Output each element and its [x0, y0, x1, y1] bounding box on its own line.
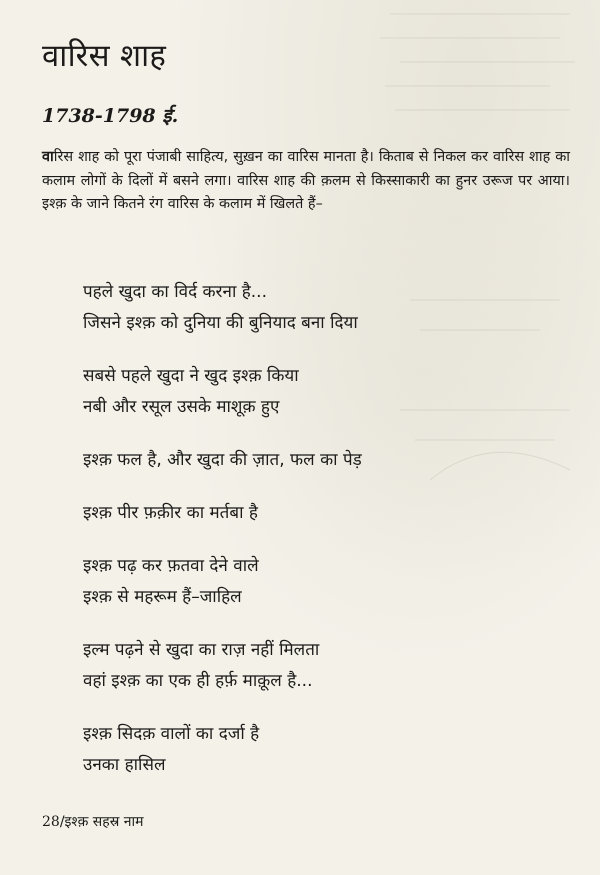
stanza — [83, 277, 563, 339]
verse-line: सबसे पहले खुदा ने खुद इश्क़ किया — [83, 366, 299, 386]
stanza — [83, 498, 563, 529]
verse-line: इश्क़ सिदक़ वालों का दर्जा है — [83, 724, 260, 744]
verse-line: इश्क़ पीर फ़क़ीर का मर्तबा है — [83, 503, 258, 523]
verse-line: वहां इश्क़ का एक ही हर्फ़ माक़ूल है... — [83, 671, 313, 691]
intro-dropcap: वा — [42, 149, 54, 165]
verse-line: पहले खुदा का विर्द करना है... — [83, 282, 267, 302]
intro-text: रिस शाह को पूरा पंजाबी साहित्य, सुख़न का वारिस मानता है। किताब से निकल कर वारिस शाह का कलाम लोगों के दिलों में बसने लगा। वारिस शाह की क़लम से किस्साकारी का हुनर उरूज पर आया। इश्क़ के जाने कितने रंग वारिस के कलाम में खिलते हैं– — [42, 149, 570, 212]
page-title: वारिस शाह — [42, 38, 167, 74]
verse-line: इश्क़ से महरूम हैं–जाहिल — [83, 587, 242, 607]
verse-line: उनका हासिल — [83, 755, 166, 775]
verse-line: नबी और रसूल उसके माशूक़ हुए — [83, 397, 280, 417]
page-footer — [42, 812, 144, 831]
stanza — [83, 635, 563, 697]
poet-dates: 1738-1798 ई. — [42, 105, 179, 127]
page-number: 28 — [42, 814, 60, 830]
verse-line: इश्क़ फल है, और खुदा की ज़ात, फल का पेड़ — [83, 450, 362, 470]
stanza — [83, 551, 563, 613]
verse-line: इश्क़ पढ़ कर फ़तवा देने वाले — [83, 556, 259, 576]
footer-separator: / — [59, 814, 65, 830]
verse-line: जिसने इश्क़ को दुनिया की बुनियाद बना दिया — [83, 313, 358, 333]
stanza — [83, 445, 563, 476]
intro-paragraph — [42, 146, 570, 217]
verse-line: इल्म पढ़ने से खुदा का राज़ नहीं मिलता — [83, 640, 320, 660]
stanza — [83, 719, 563, 781]
poem — [83, 277, 563, 803]
book-title: इश्क़ सहस्र नाम — [64, 814, 144, 830]
stanza — [83, 361, 563, 423]
